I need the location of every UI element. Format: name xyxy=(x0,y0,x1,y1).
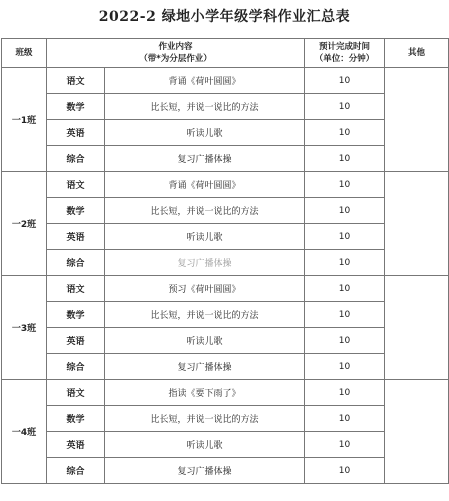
other-cell xyxy=(385,276,449,380)
subject-cell: 数学 xyxy=(47,94,105,120)
header-content-title: 作业内容 xyxy=(158,42,193,52)
time-cell: 10 xyxy=(305,68,385,94)
other-cell xyxy=(385,380,449,484)
content-cell: 背诵《荷叶圆圆》 xyxy=(105,172,305,198)
subject-cell: 语文 xyxy=(47,380,105,406)
time-cell: 10 xyxy=(305,354,385,380)
time-cell: 10 xyxy=(305,458,385,484)
time-cell: 10 xyxy=(305,146,385,172)
table-row xyxy=(2,380,449,406)
time-cell: 10 xyxy=(305,432,385,458)
header-time xyxy=(305,39,385,68)
class-name: 一4班 xyxy=(2,380,47,484)
table-row xyxy=(2,94,449,120)
content-cell: 复习广播体操 xyxy=(105,458,305,484)
subject-cell: 英语 xyxy=(47,120,105,146)
class-name: 一2班 xyxy=(2,172,47,276)
time-cell: 10 xyxy=(305,224,385,250)
subject-cell: 综合 xyxy=(47,250,105,276)
table-row xyxy=(2,276,449,302)
content-cell: 背诵《荷叶圆圆》 xyxy=(105,68,305,94)
time-cell: 10 xyxy=(305,120,385,146)
time-cell: 10 xyxy=(305,380,385,406)
table-row xyxy=(2,406,449,432)
content-cell: 比长短，并说一说比的方法 xyxy=(105,94,305,120)
header-row xyxy=(2,39,449,68)
content-cell: 听读儿歌 xyxy=(105,224,305,250)
content-cell: 比长短，并说一说比的方法 xyxy=(105,302,305,328)
subject-cell: 英语 xyxy=(47,328,105,354)
content-cell: 复习广播体操 xyxy=(105,250,305,276)
content-cell: 预习《荷叶圆圆》 xyxy=(105,276,305,302)
page-title: 2022-2 绿地小学年级学科作业汇总表 xyxy=(98,9,351,25)
table-row xyxy=(2,172,449,198)
table-row xyxy=(2,302,449,328)
header-class: 班级 xyxy=(2,39,47,68)
subject-cell: 英语 xyxy=(47,432,105,458)
content-cell: 复习广播体操 xyxy=(105,146,305,172)
content-cell: 比长短，并说一说比的方法 xyxy=(105,198,305,224)
other-cell xyxy=(385,68,449,172)
subject-cell: 数学 xyxy=(47,302,105,328)
table-row xyxy=(2,120,449,146)
header-other: 其他 xyxy=(385,39,449,68)
content-cell: 听读儿歌 xyxy=(105,432,305,458)
table-row xyxy=(2,250,449,276)
subject-cell: 英语 xyxy=(47,224,105,250)
header-time-title: 预计完成时间 xyxy=(319,42,371,52)
table-row xyxy=(2,328,449,354)
content-cell: 指读《要下雨了》 xyxy=(105,380,305,406)
subject-cell: 综合 xyxy=(47,354,105,380)
table-row xyxy=(2,146,449,172)
time-cell: 10 xyxy=(305,94,385,120)
subject-cell: 语文 xyxy=(47,68,105,94)
content-cell: 听读儿歌 xyxy=(105,328,305,354)
header-time-unit: （单位：分钟） xyxy=(314,54,375,64)
homework-table xyxy=(1,38,449,484)
header-content xyxy=(47,39,305,68)
subject-cell: 综合 xyxy=(47,146,105,172)
subject-cell: 语文 xyxy=(47,172,105,198)
content-cell: 比长短，并说一说比的方法 xyxy=(105,406,305,432)
time-cell: 10 xyxy=(305,250,385,276)
time-cell: 10 xyxy=(305,172,385,198)
subject-cell: 综合 xyxy=(47,458,105,484)
time-cell: 10 xyxy=(305,198,385,224)
time-cell: 10 xyxy=(305,328,385,354)
subject-cell: 语文 xyxy=(47,276,105,302)
other-cell xyxy=(385,172,449,276)
class-name: 一3班 xyxy=(2,276,47,380)
subject-cell: 数学 xyxy=(47,406,105,432)
header-content-note: （带*为分层作业） xyxy=(139,54,212,64)
time-cell: 10 xyxy=(305,302,385,328)
table-row xyxy=(2,458,449,484)
subject-cell: 数学 xyxy=(47,198,105,224)
table-row xyxy=(2,224,449,250)
time-cell: 10 xyxy=(305,406,385,432)
time-cell: 10 xyxy=(305,276,385,302)
table-row xyxy=(2,354,449,380)
table-row xyxy=(2,68,449,94)
content-cell: 听读儿歌 xyxy=(105,120,305,146)
class-name: 一1班 xyxy=(2,68,47,172)
content-cell: 复习广播体操 xyxy=(105,354,305,380)
table-row xyxy=(2,432,449,458)
table-row xyxy=(2,198,449,224)
